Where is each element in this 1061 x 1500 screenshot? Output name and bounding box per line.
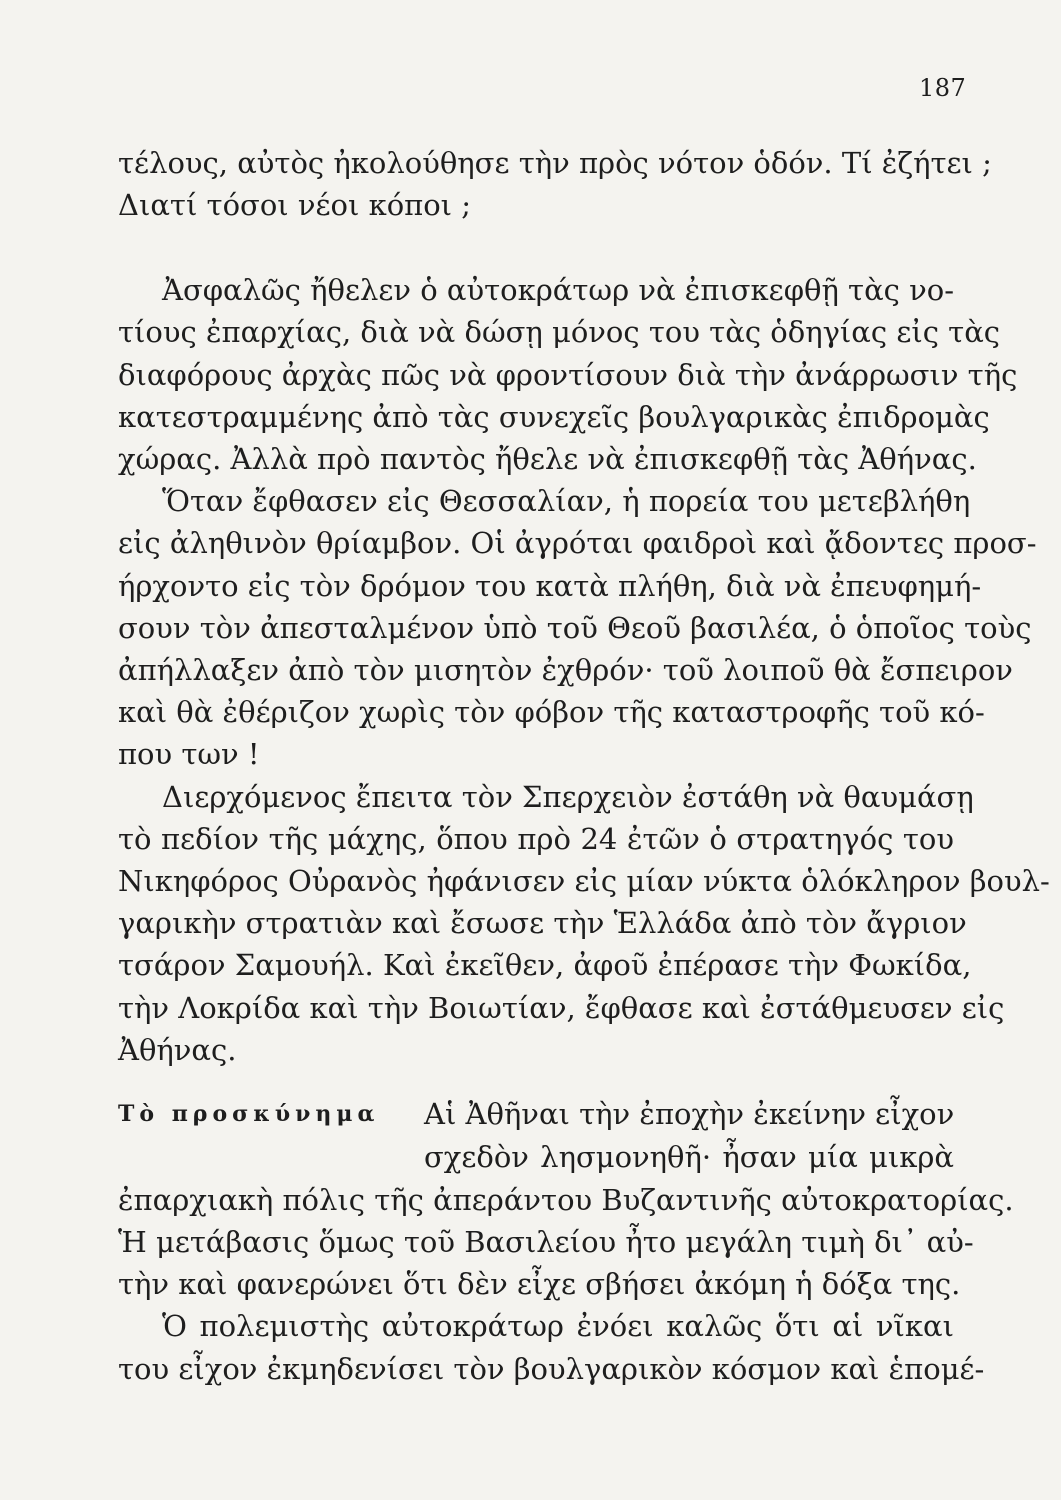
text-line: Νικηφόρος Οὐρανὸς ἠφάνισεν εἰς μίαν νύκτα ὁλόκληρον βουλ- bbox=[118, 864, 1050, 898]
sidenote-text-line: Αἱ Ἀθῆναι τὴν ἐποχὴν ἐκείνην εἶχον bbox=[424, 1097, 955, 1131]
sidenote-text-line: σχεδὸν λησμονηθῆ· ἦσαν μία μικρὰ bbox=[424, 1140, 954, 1174]
text-line: του εἶχον ἐκμηδενίσει τὸν βουλγαρικὸν κόσμον καὶ ἑπομέ- bbox=[118, 1352, 985, 1386]
text-line: κατεστραμμένης ἀπὸ τὰς συνεχεῖς βουλγαρικὰς ἐπιδρομὰς bbox=[118, 400, 990, 434]
text-line: τέλους, αὐτὸς ἠκολούθησε τὴν πρὸς νότον ὁδόν. Τί ἐζήτει ; bbox=[118, 146, 992, 180]
text-line: σουν τὸν ἀπεσταλμένον ὑπὸ τοῦ Θεοῦ βασιλέα, ὁ ὁποῖος τοὺς bbox=[118, 611, 1032, 645]
page-number: 187 bbox=[919, 74, 967, 102]
text-line: Διατί τόσοι νέοι κόποι ; bbox=[118, 188, 472, 222]
text-line: Ἡ μετάβασις ὅμως τοῦ Βασιλείου ἦτο μεγάλη τιμὴ δι᾽ αὐ- bbox=[118, 1225, 974, 1259]
text-line: Ἀσφαλῶς ἤθελεν ὁ αὐτοκράτωρ νὰ ἐπισκεφθῇ τὰς νο- bbox=[162, 273, 955, 307]
text-line: τὴν Λοκρίδα καὶ τὴν Βοιωτίαν, ἔφθασε καὶ ἐστάθμευσεν εἰς bbox=[118, 991, 1005, 1025]
text-line: εἰς ἀληθινὸν θρίαμβον. Οἱ ἀγρόται φαιδροὶ καὶ ᾄδοντες προσ- bbox=[118, 526, 1037, 560]
text-line: ἀπήλλαξεν ἀπὸ τὸν μισητὸν ἐχθρόν· τοῦ λοιποῦ θὰ ἔσπειρον bbox=[118, 653, 1013, 687]
text-line: Ὁ πολεμιστὴς αὐτοκράτωρ ἐνόει καλῶς ὅτι αἱ νῖκαι bbox=[162, 1309, 954, 1343]
text-line: τσάρον Σαμουήλ. Καὶ ἐκεῖθεν, ἀφοῦ ἐπέρασε τὴν Φωκίδα, bbox=[118, 948, 972, 982]
text-line: χώρας. Ἀλλὰ πρὸ παντὸς ἤθελε νὰ ἐπισκεφθῇ τὰς Ἀθήνας. bbox=[118, 442, 977, 476]
text-line: Διερχόμενος ἔπειτα τὸν Σπερχειὸν ἐστάθη νὰ θαυμάσῃ bbox=[162, 780, 974, 814]
text-line: γαρικὴν στρατιὰν καὶ ἔσωσε τὴν Ἑλλάδα ἀπὸ τὸν ἄγριον bbox=[118, 906, 967, 940]
text-line: καὶ θὰ ἐθέριζον χωρὶς τὸν φόβον τῆς καταστροφῆς τοῦ κό- bbox=[118, 695, 985, 729]
text-line: τίους ἐπαρχίας, διὰ νὰ δώσῃ μόνος του τὰς ὁδηγίας εἰς τὰς bbox=[118, 315, 1001, 349]
text-line: Ὅταν ἔφθασεν εἰς Θεσσαλίαν, ἡ πορεία του μετεβλήθη bbox=[162, 484, 971, 518]
text-line: τὸ πεδίον τῆς μάχης, ὅπου πρὸ 24 ἐτῶν ὁ στρατηγός του bbox=[118, 822, 954, 856]
section-sidenote-title: Τὸ προσκύνημα bbox=[118, 1101, 380, 1127]
text-line: ἐπαρχιακὴ πόλις τῆς ἀπεράντου Βυζαντινῆς αὐτοκρατορίας. bbox=[118, 1183, 1014, 1217]
text-line: Ἀθήνας. bbox=[118, 1033, 237, 1067]
text-line: τὴν καὶ φανερώνει ὅτι δὲν εἶχε σβήσει ἀκόμη ἡ δόξα της. bbox=[118, 1267, 961, 1301]
text-line: διαφόρους ἀρχὰς πῶς νὰ φροντίσουν διὰ τὴν ἀνάρρωσιν τῆς bbox=[118, 358, 1018, 392]
text-line: ήρχοντο εἰς τὸν δρόμον του κατὰ πλήθη, διὰ νὰ ἐπευφημή- bbox=[118, 569, 982, 603]
text-line: που των ! bbox=[118, 737, 260, 771]
